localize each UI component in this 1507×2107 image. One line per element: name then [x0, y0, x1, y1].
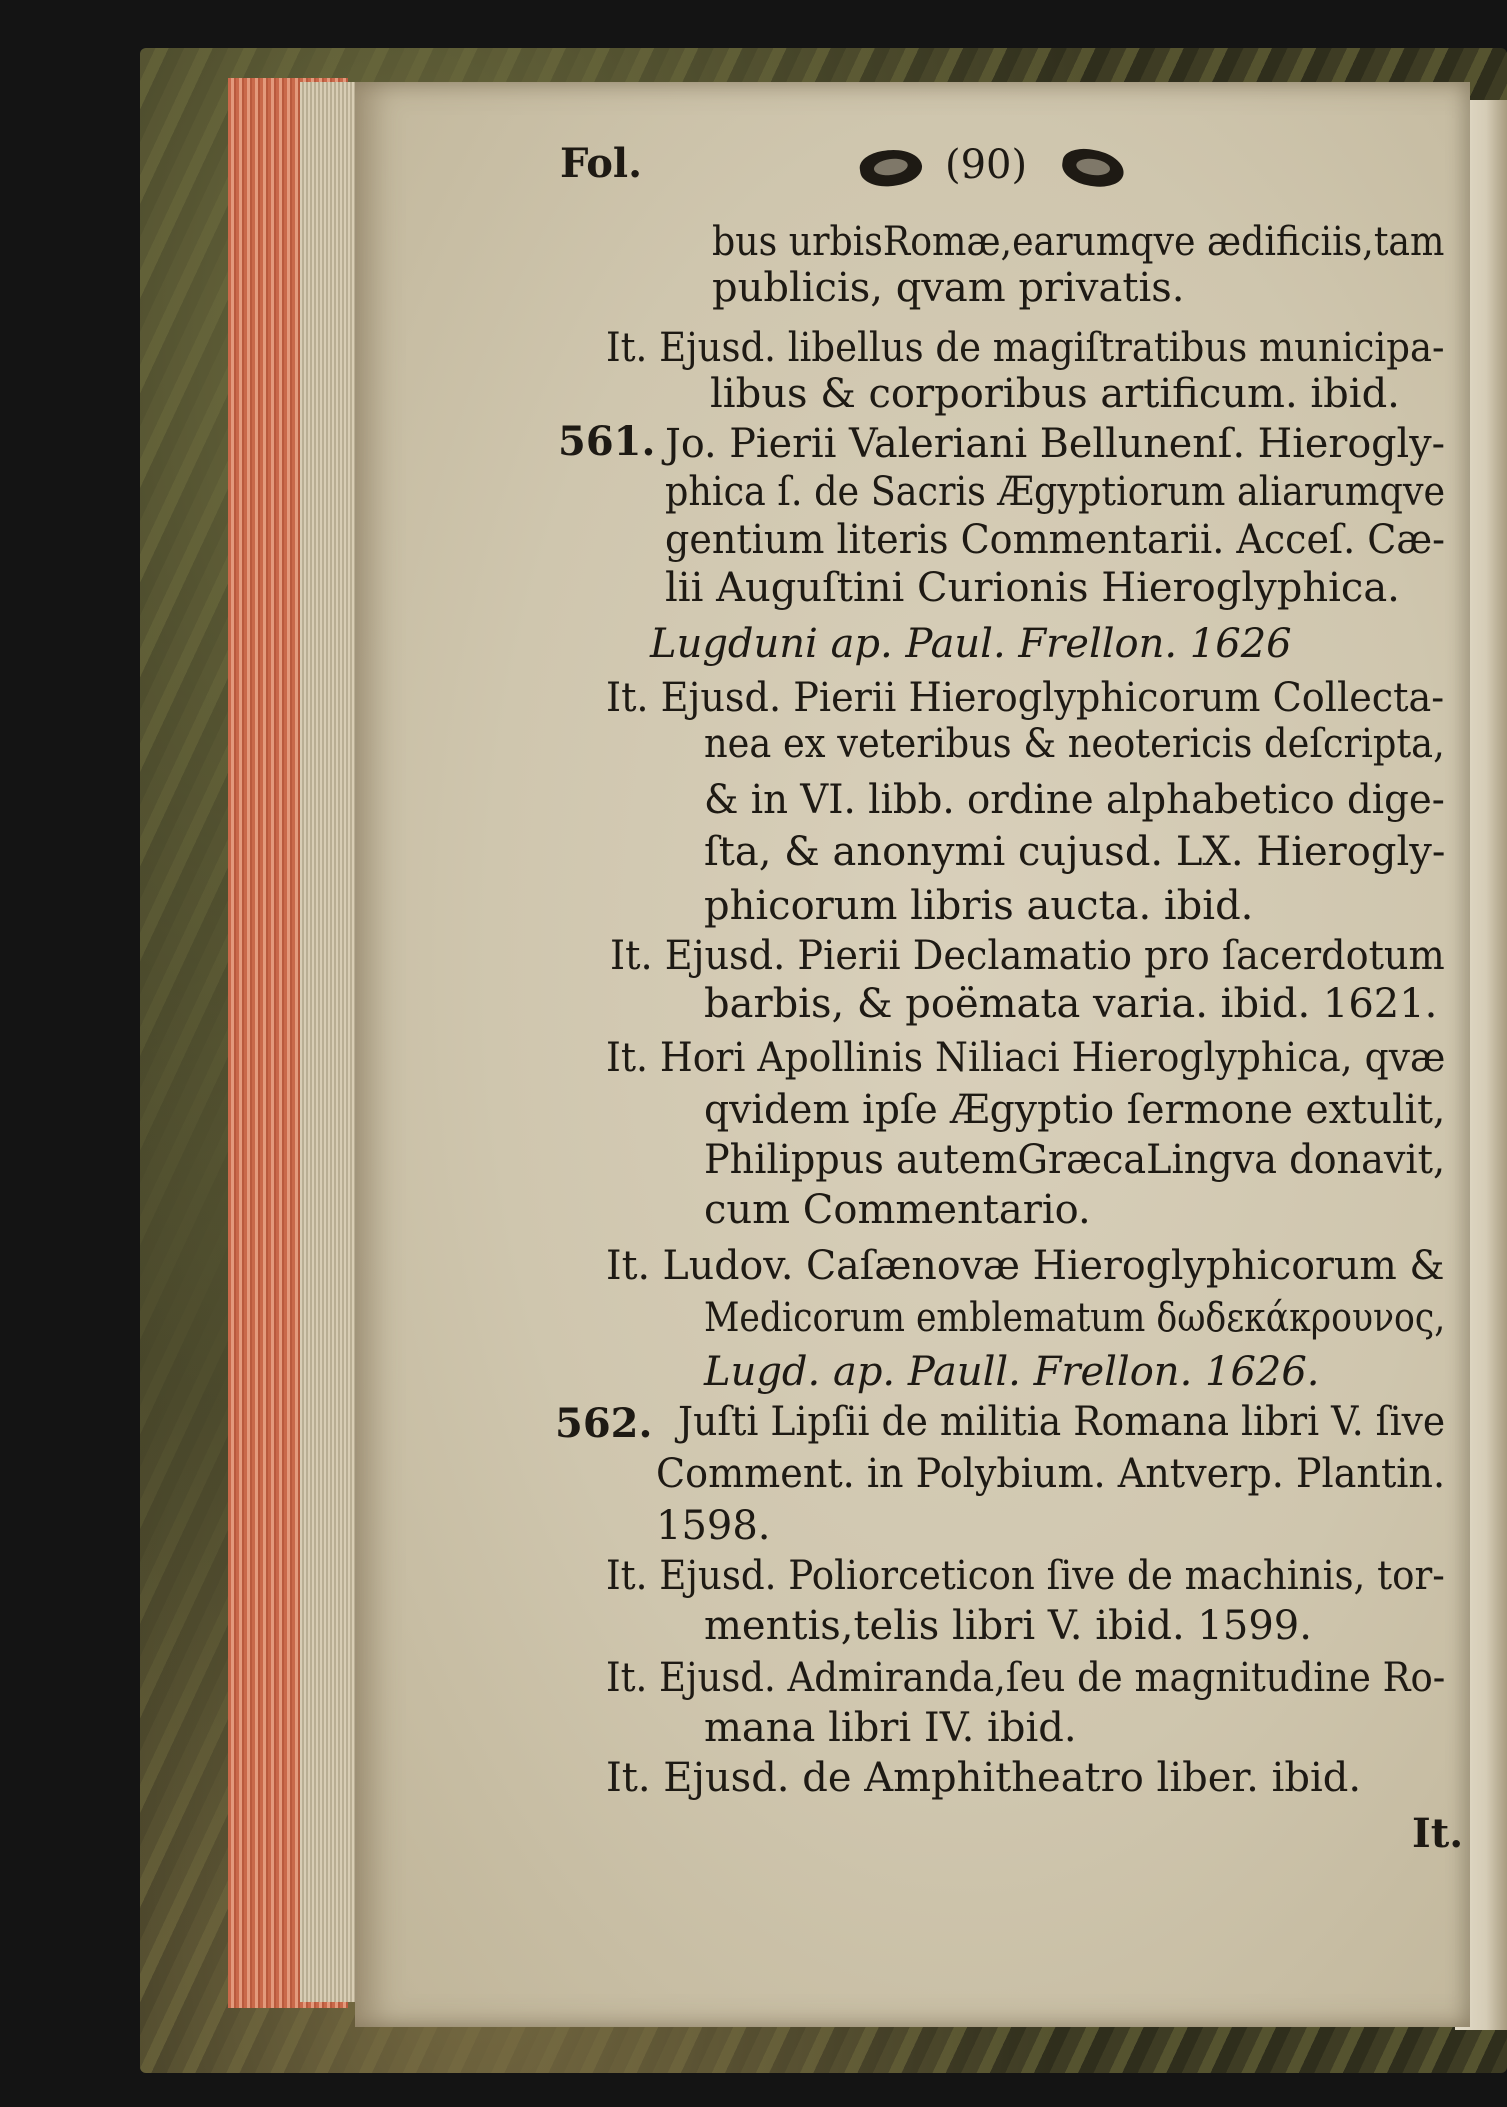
- text-line: mentis,telis libri V. ibid. 1599.: [704, 1603, 1312, 1649]
- text-line: 1598.: [656, 1503, 771, 1549]
- text-line: Medicorum emblematum δωδεκάκρουνος,: [704, 1295, 1446, 1341]
- text-line: nea ex veteribus & neotericis deſcripta,: [704, 721, 1445, 767]
- text-line: qvidem ipſe Ægyptio ſermone extulit,: [704, 1087, 1446, 1133]
- text-line: Jo. Pierii Valeriani Bellunenſ. Hierogly-: [665, 421, 1446, 467]
- text-line: It. Ejusd. de Amphitheatro liber. ibid.: [606, 1755, 1362, 1801]
- text-line: barbis, & poëmata varia. ibid. 1621.: [704, 981, 1438, 1027]
- text-line: It. Ludov. Caſænovæ Hieroglyphicorum &: [606, 1243, 1445, 1289]
- text-line: It. Ejusd. Poliorceticon ſive de machinis, tor-: [606, 1553, 1445, 1599]
- text-line: cum Commentario.: [704, 1187, 1091, 1233]
- page-stack: [300, 82, 360, 2002]
- entry-number-562: 562.: [555, 1400, 653, 1447]
- text-line: publicis, qvam privatis.: [712, 265, 1185, 311]
- text-line: It. Ejusd. Admiranda,ſeu de magnitudine Ro-: [606, 1655, 1446, 1701]
- text-line: bus urbisRomæ,earumqve ædificiis,tam: [712, 219, 1445, 265]
- imprint-line: Lugduni ap. Paul. Frellon. 1626: [650, 621, 1292, 667]
- text-line: mana libri IV. ibid.: [704, 1705, 1077, 1751]
- folio-label: Fol.: [560, 140, 643, 187]
- catchword: It.: [1412, 1810, 1464, 1857]
- text-line: Comment. in Polybium. Antverp. Plantin.: [656, 1451, 1446, 1497]
- text-line: It. Hori Apollinis Niliaci Hieroglyphica, qvæ: [606, 1035, 1446, 1081]
- text-line: phica ſ. de Sacris Ægyptiorum aliarumqve: [665, 469, 1446, 515]
- page-number: (90): [945, 142, 1028, 188]
- text-line: gentium literis Commentarii. Acceſ. Cæ-: [665, 517, 1445, 563]
- text-line: It. Ejusd. libellus de magiſtratibus municipa-: [606, 325, 1445, 371]
- text-line: & in VI. libb. ordine alphabetico dige-: [704, 777, 1445, 823]
- text-line: It. Ejusd. Pierii Declamatio pro ſacerdotum: [610, 933, 1445, 979]
- text-line: It. Ejusd. Pierii Hieroglyphicorum Collecta-: [606, 675, 1445, 721]
- text-line: phicorum libris aucta. ibid.: [704, 883, 1254, 929]
- text-line: ſta, & anonymi cujusd. LX. Hierogly-: [704, 829, 1446, 875]
- entry-number-561: 561.: [558, 418, 656, 465]
- imprint-line: Lugd. ap. Paull. Frellon. 1626.: [704, 1349, 1320, 1395]
- text-line: libus & corporibus artificum. ibid.: [710, 371, 1400, 417]
- text-line: Philippus autemGræcaLingva donavit,: [704, 1137, 1446, 1183]
- text-line: lii Auguſtini Curionis Hieroglyphica.: [665, 565, 1400, 611]
- text-line: Juſti Lipſii de militia Romana libri V. ſive: [678, 1399, 1446, 1445]
